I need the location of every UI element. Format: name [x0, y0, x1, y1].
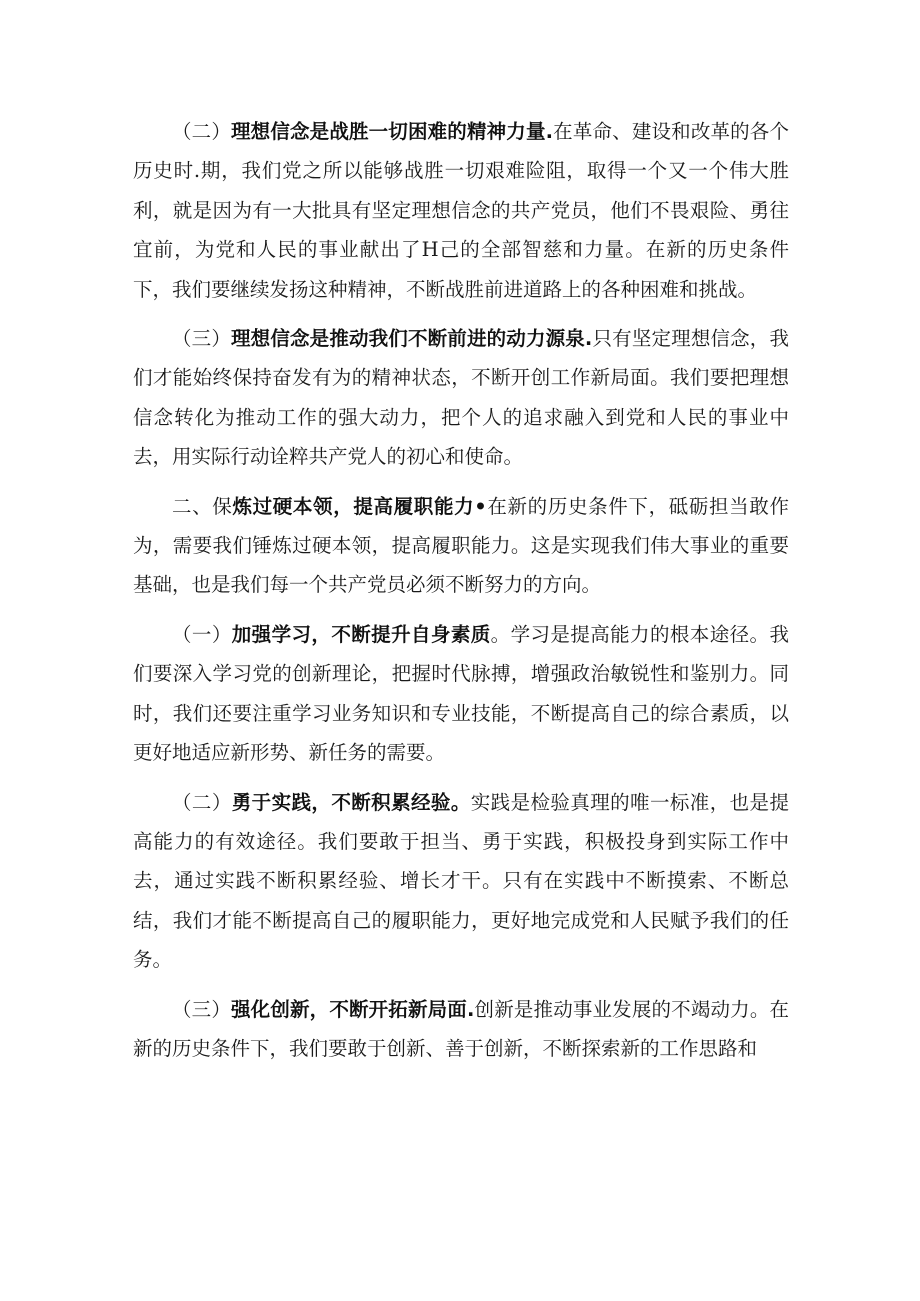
- paragraph-practice-experience: [133, 783, 789, 980]
- section-marker: （三）: [172, 327, 231, 351]
- section-heading: 勇于实践，不断积累经验。: [231, 790, 471, 814]
- section-heading: 加强学习，不断提升自身素质: [231, 622, 491, 646]
- section-heading: 炼过硬本领，提高履职能力•: [232, 494, 487, 518]
- paragraph-strengthen-learning: [133, 615, 789, 773]
- document-body: [133, 112, 789, 1078]
- section-marker: （二）: [172, 790, 232, 814]
- paragraph-text: 创新是推动事业发展的不竭动力。在新的历史条件下，我们要敢于创新、善于创新，不断探索新的工作思路和: [133, 997, 789, 1060]
- section-marker: （二）: [172, 120, 231, 143]
- paragraph-ideal-belief-spiritual-strength: [133, 112, 789, 309]
- paragraph-ideal-belief-driving-force: [133, 319, 789, 477]
- paragraph-text: 在新的历史条件下，砥砺担当敢作为，需要我们锤炼过硬本领，提高履职能力。这是实现我们伟大事业的重要基础，也是我们每一个共产党员必须不断努力的方向。: [133, 494, 789, 597]
- section-heading: 理想信念是战胜一切困难的精神力量.: [231, 120, 554, 143]
- paragraph-text: 。学习是提高能力的根本途径。我们要深入学习党的创新理论，把握时代脉搏，增强政治敏锐性和鉴别力。同时，我们还要注重学习业务知识和专业技能，不断提高自己的综合素质，以更好地适应新形势、新任务的需要。: [133, 622, 789, 765]
- section-marker: 二、保: [172, 494, 233, 518]
- paragraph-innovation: [133, 990, 789, 1069]
- paragraph-text: 在革命、建设和改革的各个历史时.期，我们党之所以能够战胜一切艰难险阻，取得一个又一个伟大胜利，就是因为有一大批具有坚定理想信念的共产党员，他们不畏艰险、勇往宜前，为党和人民的事业献出了H己的全部智慈和力量。在新的历史条件下，我们要继续发扬这种精神，不断战胜前进道路上的各种困难和挑战。: [133, 120, 789, 301]
- paragraph-text: 只有坚定理想信念，我们才能始终保持奋发有为的精神状态，不断开创工作新局面。我们要把理想信念转化为推动工作的强大动力，把个人的追求融入到党和人民的事业中去，用实际行动诠粹共产党人的初心和使命。: [133, 327, 789, 469]
- section-heading: 强化创新，不断开拓新局面.: [231, 997, 475, 1021]
- section-marker: （一）: [172, 622, 232, 646]
- paragraph-text: 实践是检验真理的唯一标准，也是提高能力的有效途径。我们要敢于担当、勇于实践，积极投身到实际工作中去，通过实践不断积累经验、增长才干。只有在实践中不断摸索、不断总结，我们才能不断提高自己的履职能力，更好地完成党和人民赋予我们的任务。: [133, 790, 789, 972]
- paragraph-improve-capability: [133, 487, 789, 605]
- section-heading: 理想信念是推动我们不断前进的动力源泉.: [231, 327, 593, 351]
- section-marker: （三）: [172, 997, 231, 1021]
